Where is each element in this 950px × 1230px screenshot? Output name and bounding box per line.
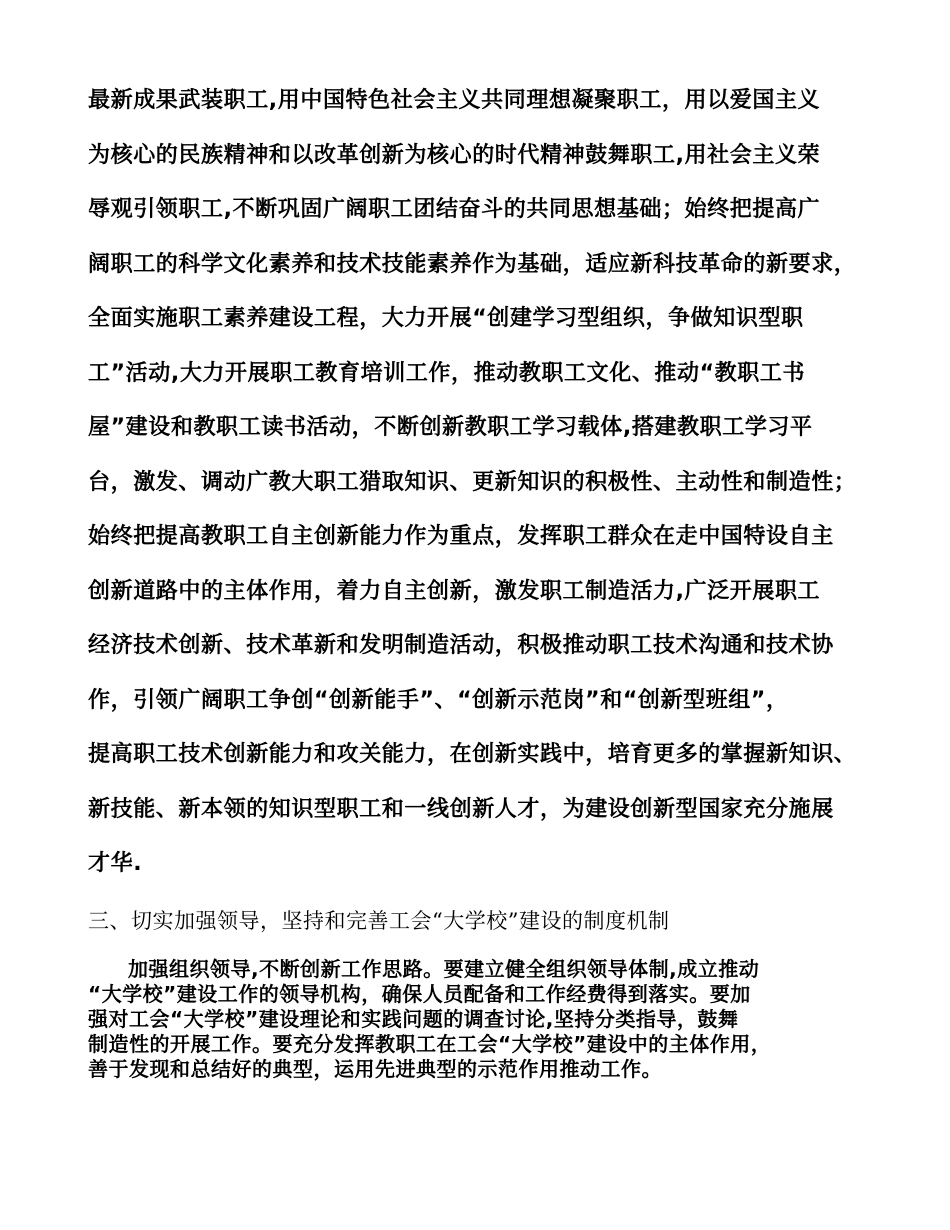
body-text-line: 创新道路中的主体作用，着力自主创新，激发职工制造活力,广泛开展职工 [88,578,821,604]
paragraph-line: 强对工会“大学校”建设理论和实践问题的调查讨论,坚持分类指导，鼓舞 [88,1007,739,1031]
body-text-line: 全面实施职工素养建设工程，大力开展“创建学习型组织，争做知识型职 [88,306,804,331]
body-text-line: 经济技术创新、技术革新和发明制造活动，积极推动职工技术沟通和技术协 [88,633,834,658]
body-text [88,88,888,906]
section-paragraph [88,957,888,1082]
body-text-line: 始终把提高教职工自主创新能力作为重点，发挥职工群众在走中国特设自主 [88,524,834,549]
body-text-line: 才华. [88,851,143,876]
body-text-line: 为核心的民族精神和以改革创新为核心的时代精神鼓舞职工,用社会主义荣 [88,142,821,168]
paragraph-line: 制造性的开展工作。要充分发挥教职工在工会“大学校”建设中的主体作用， [88,1032,772,1056]
section-heading: 三、切实加强领导，坚持和完善工会“大学校”建设的制度机制 [88,909,670,933]
body-text-line: 最新成果武装职工,用中国特色社会主义共同理想凝聚职工，用以爱国主义 [88,88,821,113]
body-text-line: 工”活动,大力开展职工教育培训工作，推动教职工文化、推动“教职工书 [88,360,806,386]
body-text-line: 提高职工技术创新能力和攻关能力，在创新实践中，培育更多的掌握新知识、 [88,742,857,767]
body-text-line: 辱观引领职工,不断巩固广阔职工团结奋斗的共同思想基础；始终把提高广 [88,197,821,222]
paragraph-line: “大学校”建设工作的领导机构，确保人员配备和工作经费得到落实。要加 [88,982,751,1006]
body-text-line: 屋”建设和教职工读书活动，不断创新教职工学习载体,搭建教职工学习平 [88,415,813,440]
paragraph-line: 善于发现和总结好的典型，运用先进典型的示范作用推动工作。 [88,1057,662,1081]
body-text-line: 新技能、新本领的知识型职工和一线创新人才，为建设创新型国家充分施展 [88,796,834,822]
body-text-line: 作，引领广阔职工争创“创新能手”、“创新示范岗”和“创新型班组”， [88,687,789,713]
paragraph-line: 加强组织领导,不断创新工作思路。要建立健全组织领导体制,成立推动 [128,957,760,981]
body-text-line: 阔职工的科学文化素养和技术技能素养作为基础，适应新科技革命的新要求， [88,251,857,277]
body-text-line: 台，激发、调动广教大职工猎取知识、更新知识的积极性、主动性和制造性； [88,469,857,495]
